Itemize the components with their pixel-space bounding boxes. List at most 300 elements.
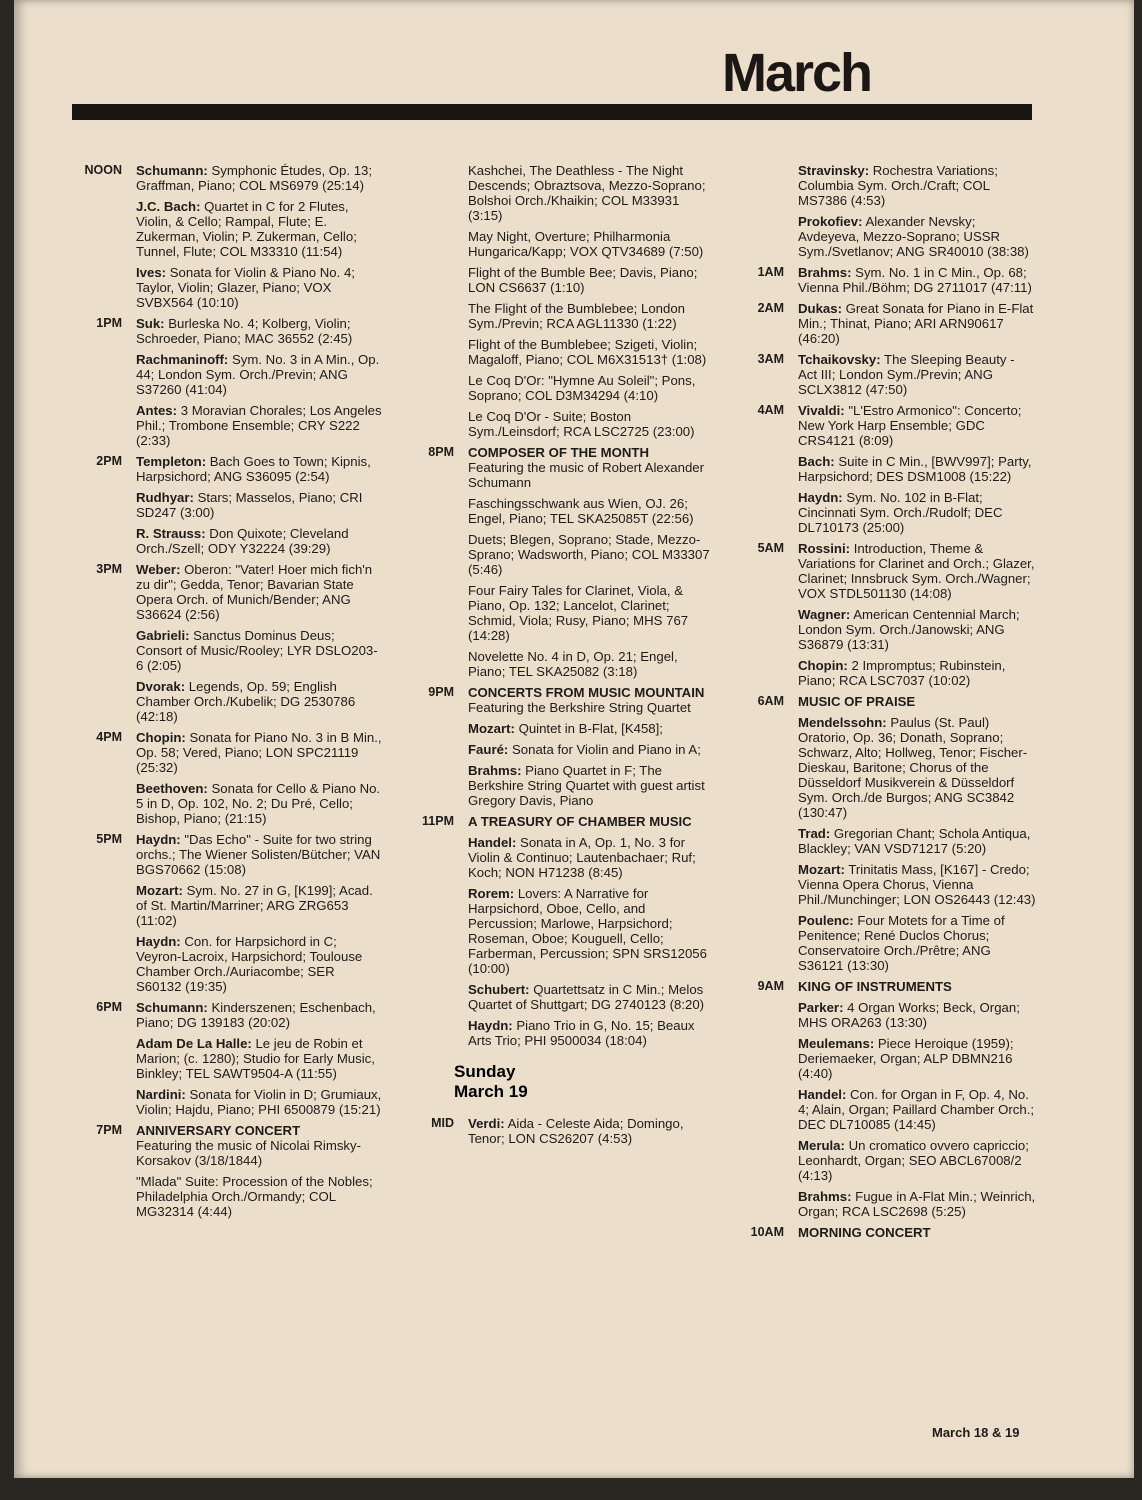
time-slot <box>724 607 784 652</box>
program-entry <box>724 607 1036 652</box>
composer-name: Rorem: <box>468 886 515 901</box>
composer-name: Chopin: <box>136 730 186 745</box>
program-text <box>784 658 1036 688</box>
composer-name: COMPOSER OF THE MONTH <box>468 445 649 460</box>
program-entry <box>394 445 714 490</box>
program-entry <box>394 685 714 715</box>
program-text <box>122 934 382 994</box>
program-text <box>784 214 1036 259</box>
program-text <box>784 490 1036 535</box>
program-description: Sanctus Dominus Deus; Consort of Music/Rooley; LYR DSLO203-6 (2:05) <box>136 628 378 673</box>
program-entry <box>724 403 1036 448</box>
program-text <box>784 1000 1036 1030</box>
program-entry <box>724 454 1036 484</box>
program-entry <box>394 373 714 403</box>
program-description: Sonata for Violin & Piano No. 4; Taylor, Violin; Glazer, Piano; VOX SVBX564 (10:10) <box>136 265 355 310</box>
program-entry <box>724 715 1036 820</box>
composer-name: Wagner: <box>798 607 851 622</box>
program-description: Le Coq D'Or: "Hymne Au Soleil"; Pons, Soprano; COL D3M34294 (4:10) <box>468 373 696 403</box>
program-entry <box>62 934 382 994</box>
program-text <box>784 1225 1036 1240</box>
time-slot <box>724 1000 784 1030</box>
composer-name: Chopin: <box>798 658 848 673</box>
program-description: Gregorian Chant; Schola Antiqua, Blackley; VAN VSD71217 (5:20) <box>798 826 1031 856</box>
program-entry <box>394 496 714 526</box>
composer-name: Mozart: <box>798 862 845 877</box>
program-entry <box>394 532 714 577</box>
program-entry <box>394 835 714 880</box>
program-text <box>122 1036 382 1081</box>
time-slot <box>724 715 784 820</box>
time-slot <box>724 454 784 484</box>
program-description: Bach Goes to Town; Kipnis, Harpsichord; ANG S36095 (2:54) <box>136 454 371 484</box>
time-slot <box>62 265 122 310</box>
program-entry <box>62 490 382 520</box>
composer-name: Mendelssohn: <box>798 715 887 730</box>
program-entry <box>62 730 382 775</box>
program-description: Alexander Nevsky; Avdeyeva, Mezzo-Soprano; USSR Sym./Svetlanov; ANG SR40010 (38:38) <box>798 214 1029 259</box>
program-text <box>454 835 714 880</box>
time-slot <box>394 742 454 757</box>
program-entry <box>394 742 714 757</box>
program-text <box>122 781 382 826</box>
program-entry <box>62 352 382 397</box>
time-slot: 6PM <box>96 1000 122 1014</box>
program-description: Suite in C Min., [BWV997]; Party, Harpsichord; DES DSM1008 (15:22) <box>798 454 1032 484</box>
program-entry <box>394 763 714 808</box>
program-entry <box>724 1138 1036 1183</box>
program-text <box>784 301 1036 346</box>
composer-name: Poulenc: <box>798 913 854 928</box>
time-slot: NOON <box>84 163 122 177</box>
magazine-page <box>14 0 1134 1478</box>
composer-name: Fauré: <box>468 742 509 757</box>
program-description: 4 Organ Works; Beck, Organ; MHS ORA263 (13:30) <box>798 1000 1020 1030</box>
program-entry <box>394 583 714 643</box>
program-text <box>122 352 382 397</box>
program-text <box>122 526 382 556</box>
time-slot <box>724 163 784 208</box>
composer-name: Antes: <box>136 403 178 418</box>
program-entry <box>62 316 382 346</box>
composer-name: Rossini: <box>798 541 851 556</box>
composer-name: Ives: <box>136 265 167 280</box>
program-text <box>454 814 714 829</box>
time-slot <box>394 532 454 577</box>
time-slot <box>62 1174 122 1219</box>
time-slot <box>394 496 454 526</box>
program-description: Featuring the Berkshire String Quartet <box>468 700 691 715</box>
program-description: Sonata for Violin in D; Grumiaux, Violin; Hajdu, Piano; PHI 6500879 (15:21) <box>136 1087 382 1117</box>
time-slot <box>394 163 454 223</box>
program-description: Un cromatico ovvero capriccio; Leonhardt, Organ; SEO ABCL67008/2 (4:13) <box>798 1138 1029 1183</box>
composer-name: Vivaldi: <box>798 403 845 418</box>
program-description: Rochestra Variations; Columbia Sym. Orch./Craft; COL MS7386 (4:53) <box>798 163 998 208</box>
program-text <box>784 265 1036 295</box>
program-description: Novelette No. 4 in D, Op. 21; Engel, Piano; TEL SKA25082 (3:18) <box>468 649 678 679</box>
program-text <box>122 316 382 346</box>
program-text <box>784 541 1036 601</box>
program-description: Symphonic Études, Op. 13; Graffman, Piano; COL MS6979 (25:14) <box>136 163 373 193</box>
composer-name: Haydn: <box>136 934 181 949</box>
program-text <box>784 694 1036 709</box>
program-entry <box>724 1189 1036 1219</box>
program-entry <box>62 781 382 826</box>
program-description: Sonata for Piano No. 3 in B Min., Op. 58; Vered, Piano; LON SPC21119 (25:32) <box>136 730 382 775</box>
program-entry <box>62 562 382 622</box>
program-entry <box>62 265 382 310</box>
composer-name: Beethoven: <box>136 781 208 796</box>
time-slot: 1PM <box>96 316 122 330</box>
program-description: 3 Moravian Chorales; Los Angeles Phil.; Trombone Ensemble; CRY S222 (2:33) <box>136 403 382 448</box>
time-slot <box>394 1018 454 1048</box>
time-slot <box>62 934 122 994</box>
program-text <box>122 562 382 622</box>
program-entry <box>724 1087 1036 1132</box>
program-entry <box>394 1116 714 1146</box>
program-text <box>122 490 382 520</box>
composer-name: Merula: <box>798 1138 845 1153</box>
composer-name: Dukas: <box>798 301 842 316</box>
program-description: Burleska No. 4; Kolberg, Violin; Schroeder, Piano; MAC 36552 (2:45) <box>136 316 353 346</box>
program-text <box>784 352 1036 397</box>
time-slot: 6AM <box>757 694 784 708</box>
time-slot: 8PM <box>428 445 454 459</box>
time-slot <box>724 862 784 907</box>
program-description: Paulus (St. Paul) Oratorio, Op. 36; Donath, Soprano; Schwarz, Alto; Hollweg, Tenor; Fischer-Dieskau, Baritone; Chorus of the Düsseldorf Musikverein & Düsseldorf Sym. Orch./de Burgos; ANG SC3842 (130:47) <box>798 715 1028 820</box>
program-description: Le Coq D'Or - Suite; Boston Sym./Leinsdorf; RCA LSC2725 (23:00) <box>468 409 695 439</box>
program-text <box>454 1018 714 1048</box>
program-entry <box>724 1225 1036 1240</box>
time-slot <box>394 763 454 808</box>
program-description: Quintet in B-Flat, [K458]; <box>518 721 663 736</box>
composer-name: Trad: <box>798 826 831 841</box>
program-text <box>122 163 382 193</box>
time-slot <box>724 658 784 688</box>
time-slot <box>724 490 784 535</box>
program-entry <box>724 265 1036 295</box>
program-text <box>454 1116 714 1146</box>
program-text <box>454 337 714 367</box>
program-description: Sym. No. 1 in C Min., Op. 68; Vienna Phil./Böhm; DG 2711017 (47:11) <box>798 265 1032 295</box>
composer-name: Rachmaninoff: <box>136 352 229 367</box>
program-description: Piece Heroique (1959); Deriemaeker, Organ; ALP DBMN216 (4:40) <box>798 1036 1014 1081</box>
time-slot: 4AM <box>757 403 784 417</box>
program-description: 2 Impromptus; Rubinstein, Piano; RCA LSC7037 (10:02) <box>798 658 1006 688</box>
composer-name: Dvorak: <box>136 679 186 694</box>
time-slot <box>394 301 454 331</box>
composer-name: Verdi: <box>468 1116 505 1131</box>
program-text <box>784 862 1036 907</box>
schedule-column-2 <box>394 163 714 1152</box>
time-slot <box>62 352 122 397</box>
program-text <box>122 199 382 259</box>
composer-name: Schumann: <box>136 1000 208 1015</box>
program-text <box>784 1036 1036 1081</box>
time-slot <box>62 1087 122 1117</box>
time-slot <box>394 886 454 976</box>
program-entry <box>724 826 1036 856</box>
program-text <box>784 607 1036 652</box>
program-description: Quartettsatz in C Min.; Melos Quartet of Shuttgart; DG 2740123 (8:20) <box>468 982 705 1012</box>
time-slot <box>62 781 122 826</box>
program-text <box>784 1087 1036 1132</box>
composer-name: Weber: <box>136 562 181 577</box>
program-description: Flight of the Bumblebee; Szigeti, Violin; Magaloff, Piano; COL M6X31513† (1:08) <box>468 337 707 367</box>
program-description: "Das Echo" - Suite for two string orchs.; The Wiener Solisten/Bütcher; VAN BGS70662 (15:08) <box>136 832 381 877</box>
program-description: Featuring the music of Robert Alexander Schumann <box>468 460 705 490</box>
program-text <box>454 763 714 808</box>
header-rule <box>72 104 1032 120</box>
time-slot: 5PM <box>96 832 122 846</box>
composer-name: Haydn: <box>798 490 843 505</box>
program-description: "L'Estro Armonico": Concerto; New York Harp Ensemble; GDC CRS4121 (8:09) <box>798 403 1022 448</box>
composer-name: Rudhyar: <box>136 490 194 505</box>
program-text <box>454 886 714 976</box>
program-text <box>784 979 1036 994</box>
program-entry <box>62 163 382 193</box>
program-entry <box>724 214 1036 259</box>
program-text <box>454 163 714 223</box>
composer-name: Mozart: <box>468 721 515 736</box>
program-entry <box>394 265 714 295</box>
day-header <box>454 1062 714 1102</box>
time-slot: 10AM <box>750 1225 784 1239</box>
program-entry <box>394 337 714 367</box>
time-slot: 4PM <box>96 730 122 744</box>
program-entry <box>62 679 382 724</box>
program-text <box>454 301 714 331</box>
time-slot: 3AM <box>757 352 784 366</box>
time-slot <box>394 337 454 367</box>
program-description: Piano Quartet in F; The Berkshire String Quartet with guest artist Gregory Davis, Piano <box>468 763 705 808</box>
time-slot: 9AM <box>757 979 784 993</box>
composer-name: Handel: <box>798 1087 847 1102</box>
composer-name: Suk: <box>136 316 165 331</box>
program-description: Great Sonata for Piano in E-Flat Min.; Thinat, Piano; ARI ARN90617 (46:20) <box>798 301 1034 346</box>
program-text <box>122 1087 382 1117</box>
program-entry <box>62 1036 382 1081</box>
program-description: Four Fairy Tales for Clarinet, Viola, & Piano, Op. 132; Lancelot, Clarinet; Schmid, Viola; Rusy, Piano; MHS 767 (14:28) <box>468 583 689 643</box>
time-slot <box>394 229 454 259</box>
program-description: Introduction, Theme & Variations for Clarinet and Orch.; Glazer, Clarinet; Innsbruck Sym. Orch./Wagner; VOX STDL501130 (14:08) <box>798 541 1035 601</box>
program-text <box>454 982 714 1012</box>
time-slot: 2PM <box>96 454 122 468</box>
program-text <box>122 730 382 775</box>
program-entry <box>724 301 1036 346</box>
schedule-column-1 <box>62 163 382 1225</box>
program-text <box>784 913 1036 973</box>
program-entry <box>724 862 1036 907</box>
composer-name: Handel: <box>468 835 517 850</box>
time-slot <box>62 490 122 520</box>
program-entry <box>394 1018 714 1048</box>
program-description: Sonata for Cello & Piano No. 5 in D, Op. 102, No. 2; Du Pré, Cello; Bishop, Piano; (21:15) <box>136 781 381 826</box>
program-description: Flight of the Bumble Bee; Davis, Piano; LON CS6637 (1:10) <box>468 265 698 295</box>
program-text <box>454 583 714 643</box>
program-entry <box>62 454 382 484</box>
composer-name: Stravinsky: <box>798 163 870 178</box>
program-description: Oberon: "Vater! Hoer mich fich'n zu dir"; Gedda, Tenor; Bavarian State Opera Orch. of Munich/Bender; ANG S36624 (2:56) <box>136 562 373 622</box>
program-text <box>122 832 382 877</box>
program-text <box>122 679 382 724</box>
program-text <box>784 1138 1036 1183</box>
composer-name: Nardini: <box>136 1087 186 1102</box>
program-description: Sym. No. 27 in G, [K199]; Acad. of St. Martin/Marriner; ARG ZRG653 (11:02) <box>136 883 373 928</box>
program-entry <box>62 628 382 673</box>
composer-name: Prokofiev: <box>798 214 863 229</box>
program-text <box>122 628 382 673</box>
program-description: Trinitatis Mass, [K167] - Credo; Vienna Opera Chorus, Vienna Phil./Munchinger; LON OS26443 (12:43) <box>798 862 1036 907</box>
program-entry <box>394 301 714 331</box>
composer-name: Schubert: <box>468 982 530 997</box>
time-slot <box>724 1189 784 1219</box>
composer-name: J.C. Bach: <box>136 199 201 214</box>
program-entry <box>724 913 1036 973</box>
program-text <box>122 1123 382 1168</box>
time-slot <box>394 265 454 295</box>
program-description: Sonata for Violin and Piano in A; <box>511 742 701 757</box>
time-slot <box>62 1036 122 1081</box>
composer-name: Adam De La Halle: <box>136 1036 252 1051</box>
program-entry <box>724 352 1036 397</box>
schedule-column-3 <box>724 163 1036 1246</box>
program-entry <box>724 694 1036 709</box>
time-slot <box>62 199 122 259</box>
program-text <box>122 265 382 310</box>
program-text <box>122 1000 382 1030</box>
composer-name: KING OF INSTRUMENTS <box>798 979 952 994</box>
program-description: Stars; Masselos, Piano; CRI SD247 (3:00) <box>136 490 363 520</box>
composer-name: Brahms: <box>798 1189 852 1204</box>
program-description: Kinderszenen; Eschenbach, Piano; DG 139183 (20:02) <box>136 1000 376 1030</box>
time-slot <box>62 628 122 673</box>
program-description: The Flight of the Bumblebee; London Sym./Previn; RCA AGL11330 (1:22) <box>468 301 686 331</box>
time-slot: 7PM <box>96 1123 122 1137</box>
program-entry <box>62 199 382 259</box>
program-text <box>122 883 382 928</box>
program-text <box>454 496 714 526</box>
time-slot <box>724 214 784 259</box>
program-text <box>454 649 714 679</box>
time-slot: 3PM <box>96 562 122 576</box>
time-slot: 9PM <box>428 685 454 699</box>
program-text <box>784 403 1036 448</box>
program-entry <box>62 526 382 556</box>
time-slot <box>724 1087 784 1132</box>
program-text <box>454 445 714 490</box>
composer-name: Schumann: <box>136 163 208 178</box>
program-description: Duets; Blegen, Soprano; Stade, Mezzo-Sprano; Wadsworth, Piano; COL M33307 (5:46) <box>468 532 710 577</box>
composer-name: Tchaikovsky: <box>798 352 881 367</box>
program-description: Con. for Organ in F, Op. 4, No. 4; Alain, Organ; Paillard Chamber Orch.; DEC DL710085 (14:45) <box>798 1087 1035 1132</box>
program-entry <box>724 163 1036 208</box>
composer-name: Haydn: <box>468 1018 513 1033</box>
program-text <box>454 742 714 757</box>
program-text <box>784 163 1036 208</box>
program-description: Quartet in C for 2 Flutes, Violin, & Cello; Rampal, Flute; E. Zukerman, Violin; P. Zukerman, Cello; Tunnel, Flute; COL M33310 (11:54) <box>136 199 357 259</box>
program-entry <box>62 1174 382 1219</box>
program-description: Faschingsschwank aus Wien, OJ. 26; Engel, Piano; TEL SKA25085T (22:56) <box>468 496 694 526</box>
program-entry <box>394 982 714 1012</box>
time-slot <box>394 835 454 880</box>
program-text <box>454 409 714 439</box>
program-description: Piano Trio in G, No. 15; Beaux Arts Trio; PHI 9500034 (18:04) <box>468 1018 695 1048</box>
composer-name: Brahms: <box>798 265 852 280</box>
time-slot <box>394 982 454 1012</box>
program-text <box>454 532 714 577</box>
composer-name: MUSIC OF PRAISE <box>798 694 916 709</box>
program-entry <box>62 1123 382 1168</box>
time-slot <box>394 409 454 439</box>
program-entry <box>724 541 1036 601</box>
program-text <box>784 454 1036 484</box>
program-description: Lovers: A Narrative for Harpsichord, Oboe, Cello, and Percussion; Marlowe, Harpsichord; Roseman, Oboe; Kouguell, Cello; Farberman, Percussion; SPN SRS12056 (10:00) <box>468 886 707 976</box>
program-description: Kashchei, The Deathless - The Night Descends; Obraztsova, Mezzo-Soprano; Bolshoi Orch./Khaikin; COL M33931 (3:15) <box>468 163 706 223</box>
composer-name: Haydn: <box>136 832 181 847</box>
program-entry <box>62 883 382 928</box>
composer-name: ANNIVERSARY CONCERT <box>136 1123 301 1138</box>
program-description: May Night, Overture; Philharmonia Hungarica/Kapp; VOX QTV34689 (7:50) <box>468 229 704 259</box>
time-slot <box>62 403 122 448</box>
program-description: American Centennial March; London Sym. Orch./Janowski; ANG S36879 (13:31) <box>798 607 1020 652</box>
time-slot <box>394 373 454 403</box>
page-footer: March 18 & 19 <box>932 1425 1020 1440</box>
program-description: Le jeu de Robin et Marion; (c. 1280); Studio for Early Music, Binkley; TEL SAWT9504-A (11:55) <box>136 1036 375 1081</box>
program-entry <box>62 1087 382 1117</box>
composer-name: MORNING CONCERT <box>798 1225 931 1240</box>
time-slot <box>394 649 454 679</box>
composer-name: Bach: <box>798 454 835 469</box>
program-text <box>784 1189 1036 1219</box>
program-entry <box>394 409 714 439</box>
program-entry <box>394 163 714 223</box>
program-text <box>122 1174 382 1219</box>
program-description: Featuring the music of Nicolai Rimsky-Korsakov (3/18/1844) <box>136 1138 361 1168</box>
composer-name: Mozart: <box>136 883 183 898</box>
time-slot <box>724 913 784 973</box>
program-entry <box>724 658 1036 688</box>
day-header-line2: March 19 <box>454 1082 528 1101</box>
program-description: Fugue in A-Flat Min.; Weinrich, Organ; RCA LSC2698 (5:25) <box>798 1189 1036 1219</box>
time-slot: 11PM <box>422 814 454 828</box>
program-text <box>454 721 714 736</box>
composer-name: A TREASURY OF CHAMBER MUSIC <box>468 814 692 829</box>
day-header-line1: Sunday <box>454 1062 516 1081</box>
program-description: Sym. No. 102 in B-Flat; Cincinnati Sym. Orch./Rudolf; DEC DL710173 (25:00) <box>798 490 1003 535</box>
composer-name: Brahms: <box>468 763 522 778</box>
program-entry <box>62 1000 382 1030</box>
program-description: Con. for Harpsichord in C; Veyron-Lacroix, Harpsichord; Toulouse Chamber Orch./Auriacombe; SER S60132 (19:35) <box>136 934 363 994</box>
program-description: Aida - Celeste Aida; Domingo, Tenor; LON CS26207 (4:53) <box>468 1116 684 1146</box>
program-entry <box>394 814 714 829</box>
program-text <box>784 826 1036 856</box>
time-slot: 1AM <box>757 265 784 279</box>
program-text <box>122 403 382 448</box>
composer-name: Parker: <box>798 1000 844 1015</box>
program-entry <box>724 1000 1036 1030</box>
program-entry <box>394 721 714 736</box>
time-slot <box>62 679 122 724</box>
composer-name: CONCERTS FROM MUSIC MOUNTAIN <box>468 685 705 700</box>
time-slot: MID <box>431 1116 454 1130</box>
program-entry <box>62 403 382 448</box>
program-text <box>454 229 714 259</box>
program-entry <box>724 490 1036 535</box>
composer-name: Meulemans: <box>798 1036 875 1051</box>
program-entry <box>62 832 382 877</box>
time-slot: 2AM <box>757 301 784 315</box>
